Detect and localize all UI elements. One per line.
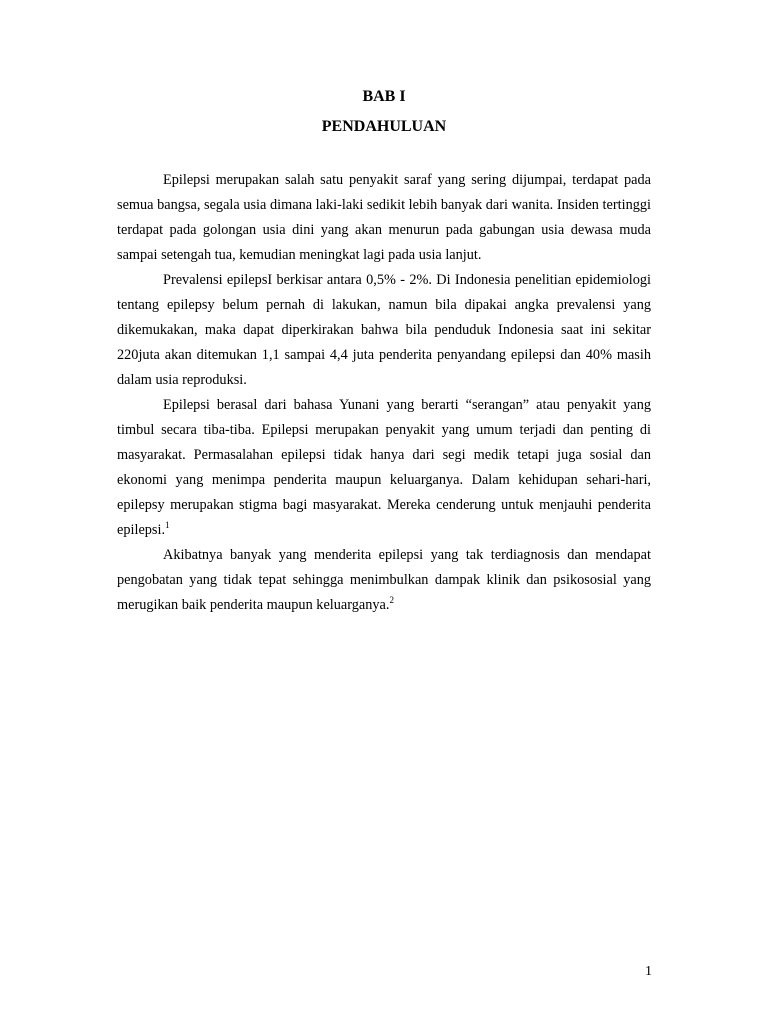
body-text: [117, 168, 651, 618]
paragraph-text: Prevalensi epilepsI berkisar antara 0,5% - 2%. Di Indonesia penelitian epidemiologi tentang epilepsy belum pernah di lakukan, namun bila dipakai angka prevalensi yang dikemukakan, maka dapat diperkirakan bahwa bila penduduk Indonesia saat ini sekitar 220juta akan ditemukan 1,1 sampai 4,4 juta penderita penyandang epilepsi dan 40% masih dalam usia reproduksi.: [117, 272, 651, 388]
footnote-reference: 2: [389, 595, 394, 605]
chapter-title: PENDAHULUAN: [321, 118, 447, 135]
paragraph-text: Akibatnya banyak yang menderita epilepsi yang tak terdiagnosis dan mendapat pengobatan yang tidak tepat sehingga menimbulkan dampak klinik dan psikososial yang merugikan baik penderita maupun keluarganya.: [117, 547, 651, 613]
page-number: 1: [645, 964, 652, 979]
paragraph: [117, 393, 651, 543]
paragraph-text: Epilepsi berasal dari bahasa Yunani yang berarti “serangan” atau penyakit yang timbul secara tiba-tiba. Epilepsi merupakan penyakit yang umum terjadi dan penting di masyarakat. Permasalahan epilepsi tidak hanya dari segi medik tetapi juga sosial dan ekonomi yang menimpa penderita maupun keluarganya. Dalam kehidupan sehari-hari, epilepsy merupakan stigma bagi masyarakat. Mereka cenderung untuk menjauhi penderita epilepsi.: [117, 397, 651, 538]
footnote-reference: 1: [165, 520, 170, 530]
paragraph: [117, 543, 651, 618]
paragraph: [117, 268, 651, 393]
paragraph: [117, 168, 651, 268]
paragraph-text: Epilepsi merupakan salah satu penyakit saraf yang sering dijumpai, terdapat pada semua bangsa, segala usia dimana laki-laki sedikit lebih banyak dari wanita. Insiden tertinggi terdapat pada golongan usia dini yang akan menurun pada gabungan usia dewasa muda sampai setengah tua, kemudian meningkat lagi pada usia lanjut.: [117, 172, 651, 263]
chapter-number: BAB I: [362, 88, 406, 105]
